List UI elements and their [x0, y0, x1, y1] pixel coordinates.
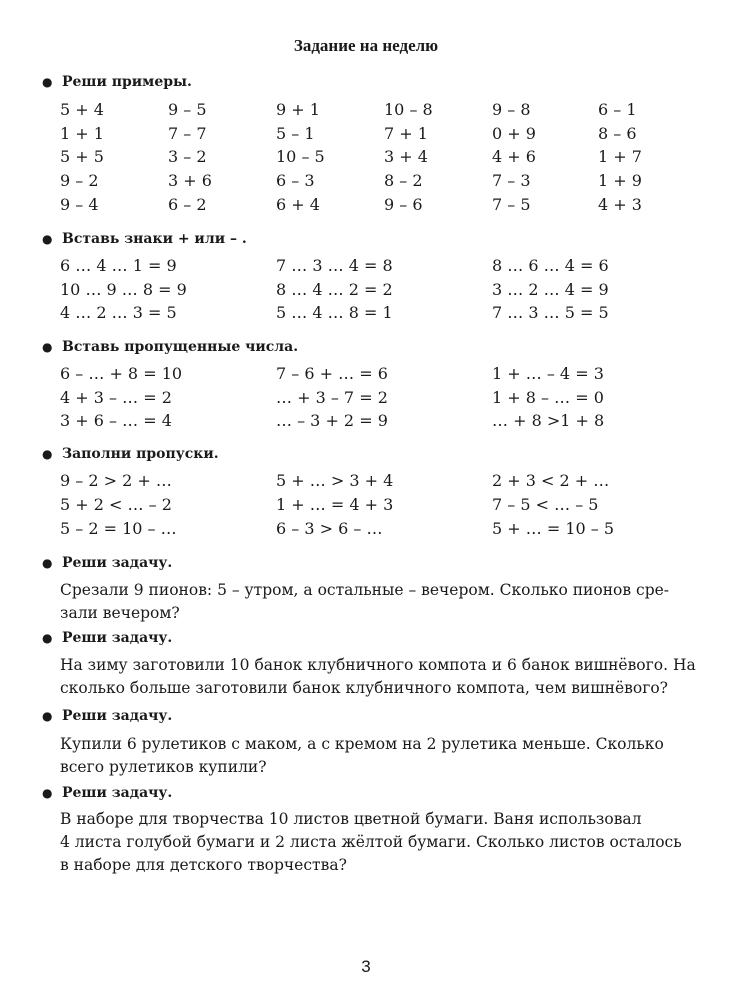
equation: 1 + … – 4 = 3: [492, 364, 604, 383]
inequality: 9 – 2 > 2 + …: [60, 471, 172, 490]
example: 5 + 4: [60, 100, 104, 119]
bullet-icon: ●: [42, 340, 53, 354]
bullet-icon: ●: [42, 709, 53, 723]
inequality: 5 – 2 = 10 – …: [60, 519, 177, 538]
heading-text: Реши задачу.: [62, 785, 173, 801]
example: 9 – 4: [60, 195, 99, 214]
problem-line: зали вечером?: [60, 604, 180, 622]
section-heading-problem-2: [42, 630, 172, 646]
problem-line: всего рулетиков купили?: [60, 758, 267, 776]
problem-line: сколько больше заготовили банок клубничного компота, чем вишнёвого?: [60, 679, 668, 697]
equation: 7 … 3 … 5 = 5: [492, 303, 609, 322]
example: 6 – 3: [276, 171, 315, 190]
bullet-icon: ●: [42, 556, 53, 570]
inequality: 2 + 3 < 2 + …: [492, 471, 610, 490]
inequality: 5 + … = 10 – 5: [492, 519, 615, 538]
equation: … – 3 + 2 = 9: [276, 411, 388, 430]
problem-line: Купили 6 рулетиков с маком, а с кремом на 2 рулетика меньше. Сколько: [60, 735, 664, 753]
example: 5 + 5: [60, 147, 104, 166]
heading-text: Вставь пропущенные числа.: [62, 339, 299, 355]
equation: 3 … 2 … 4 = 9: [492, 280, 609, 299]
problem-line: В наборе для творчества 10 листов цветной бумаги. Ваня использовал: [60, 810, 642, 828]
example: 7 – 7: [168, 124, 207, 143]
equation: 8 … 6 … 4 = 6: [492, 256, 609, 275]
inequality: 6 – 3 > 6 – …: [276, 519, 383, 538]
equation: 4 + 3 – … = 2: [60, 388, 172, 407]
example: 7 – 3: [492, 171, 531, 190]
equation: 10 … 9 … 8 = 9: [60, 280, 187, 299]
bullet-icon: ●: [42, 232, 53, 246]
example: 9 – 2: [60, 171, 99, 190]
example: 8 – 2: [384, 171, 423, 190]
equation: 8 … 4 … 2 = 2: [276, 280, 393, 299]
inequality: 5 + 2 < … – 2: [60, 495, 172, 514]
example: 3 + 4: [384, 147, 428, 166]
heading-text: Вставь знаки + или – .: [62, 231, 247, 247]
bullet-icon: ●: [42, 75, 53, 89]
page-title: Задание на неделю: [293, 36, 439, 55]
problem-3-text: [60, 733, 700, 779]
section-heading-problem-3: [42, 708, 172, 724]
problem-line: в наборе для детского творчества?: [60, 856, 347, 874]
heading-text: Реши задачу.: [62, 630, 173, 646]
inequality: 1 + … = 4 + 3: [276, 495, 394, 514]
problem-line: 4 листа голубой бумаги и 2 листа жёлтой бумаги. Сколько листов осталось: [60, 833, 682, 851]
problem-1-text: [60, 579, 700, 625]
inequality: 7 – 5 < … – 5: [492, 495, 599, 514]
bullet-icon: ●: [42, 786, 53, 800]
example: 7 + 1: [384, 124, 428, 143]
problem-2-text: [60, 654, 700, 700]
bullet-icon: ●: [42, 631, 53, 645]
equation: … + 8 >1 + 8: [492, 411, 605, 430]
example: 3 + 6: [168, 171, 212, 190]
equation: 6 – … + 8 = 10: [60, 364, 183, 383]
example: 4 + 6: [492, 147, 536, 166]
example: 6 – 1: [598, 100, 637, 119]
section-heading-problem-4: [42, 785, 172, 801]
equation: 7 … 3 … 4 = 8: [276, 256, 393, 275]
inequality: 5 + … > 3 + 4: [276, 471, 394, 490]
example: 1 + 9: [598, 171, 642, 190]
equation: 7 – 6 + … = 6: [276, 364, 388, 383]
heading-text: Реши задачу.: [62, 708, 173, 724]
example: 4 + 3: [598, 195, 642, 214]
section-heading-fill-gaps: [42, 446, 219, 462]
bullet-icon: ●: [42, 447, 53, 461]
example: 9 – 5: [168, 100, 207, 119]
equation: 5 … 4 … 8 = 1: [276, 303, 393, 322]
equation: 3 + 6 – … = 4: [60, 411, 172, 430]
heading-text: Реши примеры.: [62, 74, 192, 90]
example: 6 – 2: [168, 195, 207, 214]
example: 1 + 7: [598, 147, 642, 166]
section-heading-insert-signs: [42, 231, 247, 247]
equation: 6 … 4 … 1 = 9: [60, 256, 177, 275]
example: 8 – 6: [598, 124, 637, 143]
section-heading-missing-numbers: [42, 339, 298, 355]
example: 0 + 9: [492, 124, 536, 143]
example: 9 – 8: [492, 100, 531, 119]
equation: 4 … 2 … 3 = 5: [60, 303, 177, 322]
problem-4-text: [60, 808, 700, 877]
problem-line: Срезали 9 пионов: 5 – утром, а остальные – вечером. Сколько пионов сре-: [60, 581, 670, 599]
example: 10 – 5: [276, 147, 325, 166]
example: 1 + 1: [60, 124, 104, 143]
equation: … + 3 – 7 = 2: [276, 388, 388, 407]
heading-text: Реши задачу.: [62, 555, 173, 571]
example: 9 – 6: [384, 195, 423, 214]
page-number: 3: [361, 957, 371, 976]
section-heading-problem-1: [42, 555, 172, 571]
example: 6 + 4: [276, 195, 320, 214]
section-heading-solve-examples: [42, 74, 192, 90]
example: 10 – 8: [384, 100, 433, 119]
problem-line: На зиму заготовили 10 банок клубничного компота и 6 банок вишнёвого. На: [60, 656, 696, 674]
example: 7 – 5: [492, 195, 531, 214]
heading-text: Заполни пропуски.: [62, 446, 219, 462]
equation: 1 + 8 – … = 0: [492, 388, 604, 407]
example: 5 – 1: [276, 124, 315, 143]
example: 9 + 1: [276, 100, 320, 119]
example: 3 – 2: [168, 147, 207, 166]
